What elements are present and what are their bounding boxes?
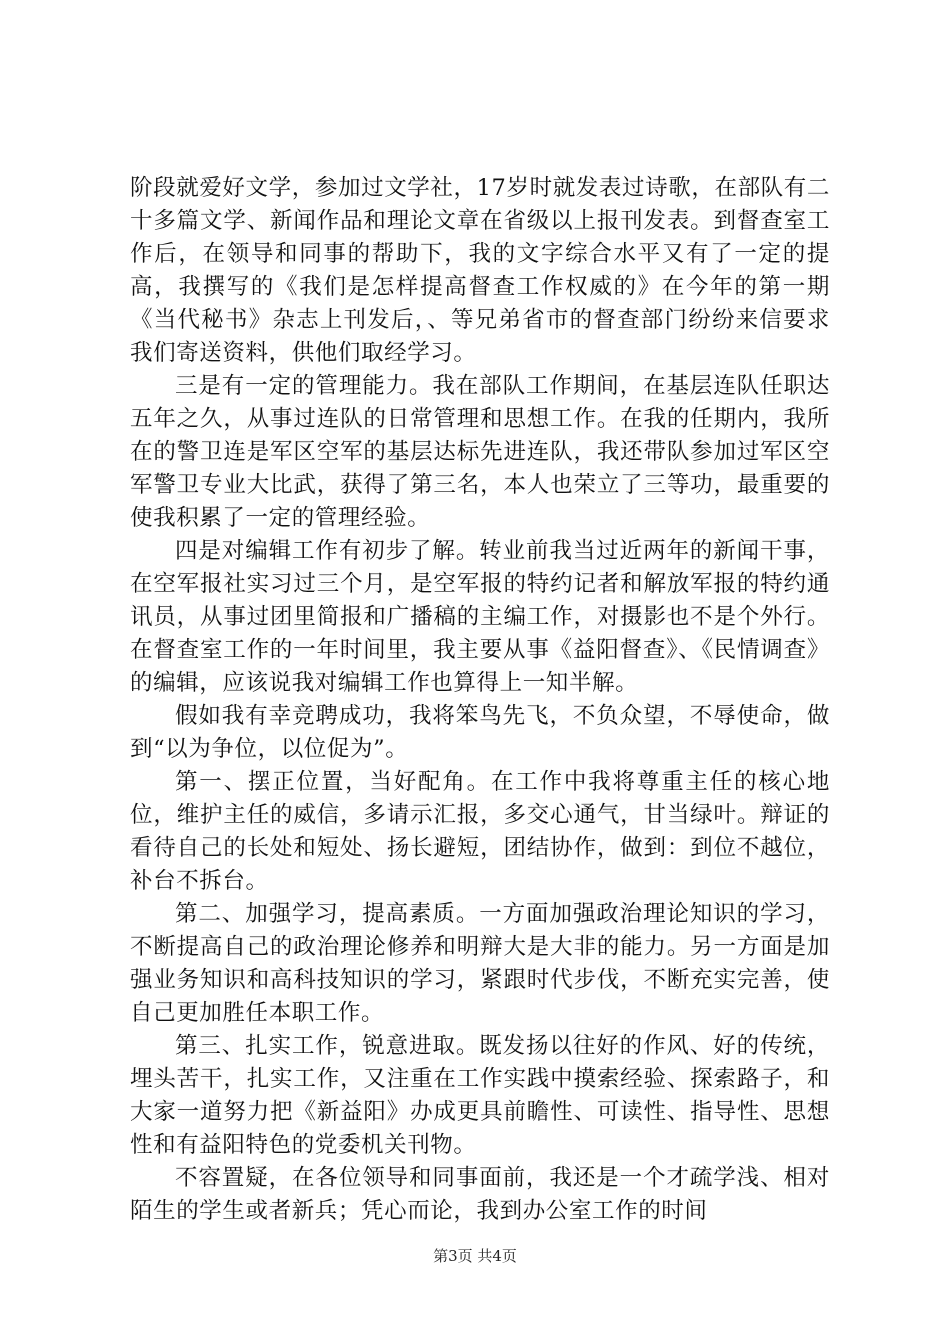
paragraph-continuation: 阶段就爱好文学，参加过文学社，17岁时就发表过诗歌，在部队有二十多篇文学、新闻作品和理论文章在省级以上报刊发表。到督查室工作后，在领导和同事的帮助下，我的文字综合水平又有了一定的提高，我撰写的《我们是怎样提高督查工作权威的》在今年的第一期《当代秘书》杂志上刊发后，、等兄弟省市的督查部门纷纷来信要求我们寄送资料，供他们取经学习。 (130, 175, 830, 366)
paragraph-third-point: 第三、扎实工作，锐意进取。既发扬以往好的作风、好的传统，埋头苦干，扎实工作，又注重在工作实践中摸索经验、探索路子，和大家一道努力把《新益阳》办成更具前瞻性、可读性、指导性、思想性和有益阳特色的党委机关刊物。 (130, 1033, 830, 1158)
paragraph-closing: 不容置疑，在各位领导和同事面前，我还是一个才疏学浅、相对陌生的学生或者新兵；凭心而论，我到办公室工作的时间 (130, 1165, 830, 1224)
paragraph-management-ability: 三是有一定的管理能力。我在部队工作期间，在基层连队任职达五年之久，从事过连队的日常管理和思想工作。在我的任期内，我所在的警卫连是军区空军的基层达标先进连队，我还带队参加过军区空军警卫专业大比武，获得了第三名，本人也荣立了三等功，最重要的使我积累了一定的管理经验。 (130, 373, 830, 531)
paragraph-editing-experience: 四是对编辑工作有初步了解。转业前我当过近两年的新闻干事，在空军报社实习过三个月，是空军报的特约记者和解放军报的特约通讯员，从事过团里简报和广播稿的主编工作，对摄影也不是个外行。在督查室工作的一年时间里，我主要从事《益阳督查》、《民情调查》的编辑，应该说我对编辑工作也算得上一知半解。 (130, 538, 830, 696)
paragraph-if-successful: 假如我有幸竞聘成功，我将笨鸟先飞，不负众望，不辱使命，做到“以为争位，以位促为”。 (130, 703, 830, 762)
page-footer: 第3页 共4页 (433, 1247, 517, 1265)
paragraph-first-point: 第一、摆正位置，当好配角。在工作中我将尊重主任的核心地位，维护主任的威信，多请示汇报，多交心通气，甘当绿叶。辩证的看待自己的长处和短处、扬长避短，团结协作，做到：到位不越位，补台不拆台。 (130, 769, 830, 894)
body-text (130, 172, 830, 1228)
paragraph-second-point: 第二、加强学习，提高素质。一方面加强政治理论知识的学习，不断提高自己的政治理论修养和明辩大是大非的能力。另一方面是加强业务知识和高科技知识的学习，紧跟时代步伐，不断充实完善，使自己更加胜任本职工作。 (130, 901, 830, 1026)
